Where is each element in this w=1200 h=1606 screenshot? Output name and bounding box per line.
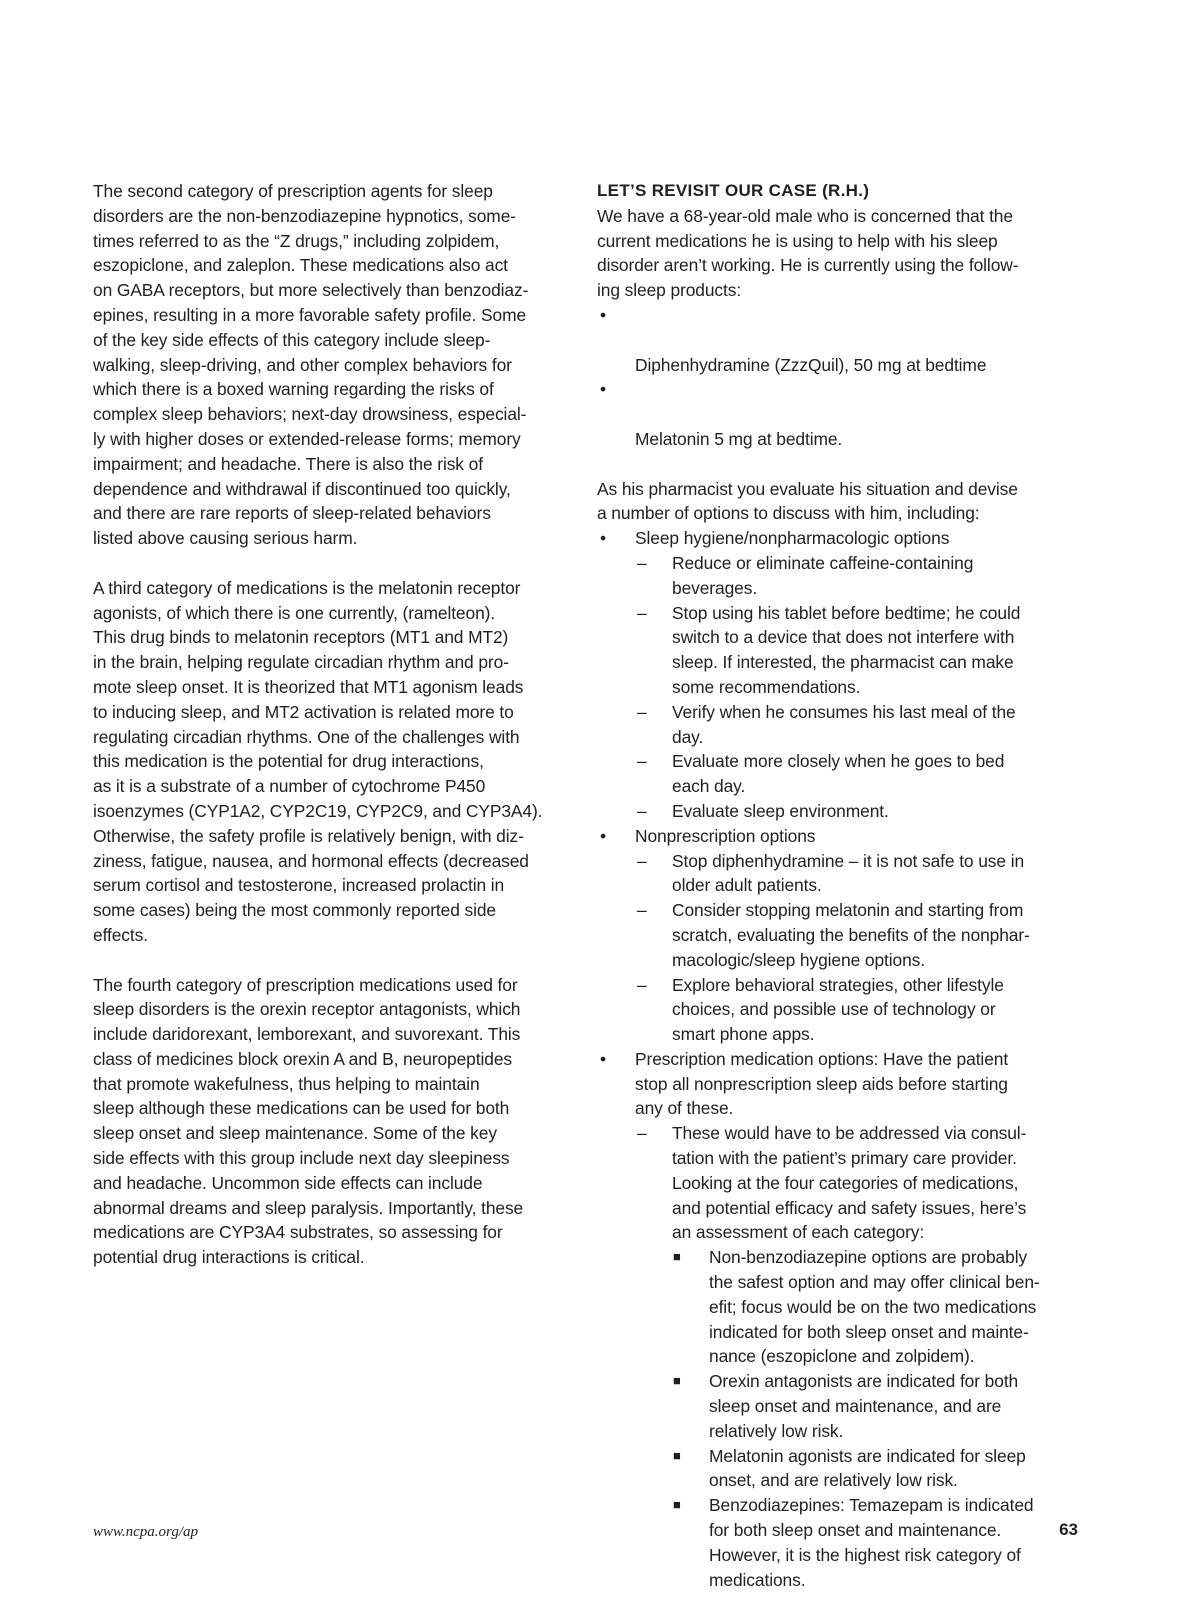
- list-item: [597, 551, 1097, 601]
- list-item: [597, 849, 1097, 899]
- list-item: [597, 1121, 1097, 1245]
- list-item-text: Stop using his tablet before bedtime; he could switch to a device that does not interfere with sleep. If interested, the pharmacist can make some recommendations.: [672, 602, 1021, 697]
- footer-url: www.ncpa.org/ap: [93, 1524, 199, 1540]
- list-item: [597, 1369, 1097, 1443]
- list-item-text: Evaluate more closely when he goes to bed each day.: [672, 751, 1005, 797]
- list-item: [597, 526, 1097, 551]
- bullet-marker: –: [637, 850, 647, 871]
- case-heading: LET’S REVISIT OUR CASE (R.H.): [597, 181, 870, 200]
- list-item-text: Diphenhydramine (ZzzQuil), 50 mg at bedtime: [635, 354, 987, 375]
- list-item: [597, 1493, 1097, 1592]
- list-item-text: Melatonin agonists are indicated for sleep onset, and are relatively low risk.: [709, 1445, 1026, 1491]
- list-item-text: Prescription medication options: Have the patient stop all nonprescription sleep aids before starting any of these.: [635, 1048, 1009, 1119]
- list-item-text: Stop diphenhydramine – it is not safe to use in older adult patients.: [672, 850, 1025, 896]
- options-intro: As his pharmacist you evaluate his situation and devise a number of options to discuss with him, including:: [597, 478, 1018, 524]
- paragraph-melatonin-agonists: A third category of medications is the melatonin receptor agonists, of which there is one currently, (ramelteon). This drug binds to melatonin receptors (MT1 and MT2) in the brain, helping regulate circadian rhythm and pro- mote sleep onset. It is theorized that MT1 agonism leads to inducing sleep, and MT2 activation is related more to regulating circadian rhythms. One of the challenges with this medication is the potential for drug interactions, as it is a substrate of a number of cytochrome P450 isoenzymes (CYP1A2, CYP2C19, CYP2C9, and CYP3A4). Otherwise, the safety profile is relatively benign, with diz- ziness, fatigue, nausea, and hormonal effects (decreased serum cortisol and testosterone, increased prolactin in some cases) being the most commonly reported side effects.: [93, 577, 543, 945]
- paragraph-orexin-antagonists: The fourth category of prescription medications used for sleep disorders is the orexin receptor antagonists, which include daridorexant, lemborexant, and suvorexant. This class of medicines block orexin A and B, neuropeptides that promote wakefulness, thus helping to maintain sleep although these medications can be used for both sleep onset and sleep maintenance. Some of the key side effects with this group include next day sleepiness and headache. Uncommon side effects can include abnormal dreams and sleep paralysis. Importantly, these medications are CYP3A4 substrates, so assessing for potential drug interactions is critical.: [93, 974, 524, 1268]
- list-item: [597, 1047, 1097, 1121]
- bullet-marker: –: [637, 800, 647, 821]
- bullet-marker: ■: [673, 1249, 681, 1265]
- list-item: [597, 601, 1097, 700]
- bullet-marker: ■: [673, 1497, 681, 1513]
- bullet-marker: •: [600, 304, 606, 325]
- list-item: [597, 799, 1097, 824]
- bullet-marker: –: [637, 900, 647, 921]
- list-item: [597, 377, 1097, 451]
- list-item-text: Verify when he consumes his last meal of the day.: [672, 701, 1016, 747]
- case-intro: We have a 68-year-old male who is concerned that the current medications he is using to help with his sleep disorder aren’t working. He is currently using the follow- ing sleep products:: [597, 205, 1019, 301]
- bullet-marker: –: [637, 751, 647, 772]
- right-column: [597, 179, 1097, 1592]
- left-column: [93, 179, 577, 1270]
- spacer: [597, 452, 1097, 477]
- bullet-marker: ■: [673, 1373, 681, 1389]
- bullet-marker: –: [637, 701, 647, 722]
- bullet-marker: –: [637, 552, 647, 573]
- bullet-marker: •: [600, 825, 606, 846]
- list-item-text: Nonprescription options: [635, 825, 816, 846]
- list-item: [597, 973, 1097, 1047]
- list-item-text: Orexin antagonists are indicated for both sleep onset and maintenance, and are relatively low risk.: [709, 1371, 1019, 1441]
- bullet-marker: •: [600, 1048, 606, 1069]
- bullet-marker: ■: [673, 1447, 681, 1463]
- list-item-text: Sleep hygiene/nonpharmacologic options: [635, 528, 950, 549]
- list-item-text: Explore behavioral strategies, other lifestyle choices, and possible use of technology or smart phone apps.: [672, 974, 1004, 1045]
- list-item-text: Melatonin 5 mg at bedtime.: [635, 428, 843, 449]
- list-item-text: Reduce or eliminate caffeine-containing beverages.: [672, 552, 974, 598]
- list-item-text: Evaluate sleep environment.: [672, 800, 889, 821]
- list-item: [597, 898, 1097, 972]
- list-item-text: These would have to be addressed via consul- tation with the patient’s primary care provider. Looking at the four categories of medications, and potential efficacy and safety issues, here’s an assessment of each category:: [672, 1123, 1027, 1243]
- bullet-marker: –: [637, 974, 647, 995]
- products-list: [597, 303, 1097, 452]
- bullet-marker: •: [600, 379, 606, 400]
- list-item: [597, 700, 1097, 750]
- list-item-text: Consider stopping melatonin and starting from scratch, evaluating the benefits of the nonphar- macologic/sleep hygiene options.: [672, 900, 1030, 970]
- page-number: 63: [1059, 1520, 1078, 1539]
- list-item-text: Non-benzodiazepine options are probably the safest option and may offer clinical ben- efit; focus would be on the two medications indicated for both sleep onset and mainte- nance (eszopiclone and zolpidem).: [709, 1247, 1040, 1367]
- paragraph-z-drugs: The second category of prescription agents for sleep disorders are the non-benzodiazepine hypnotics, some- times referred to as the “Z drugs,” including zolpidem, eszopiclone, and zaleplon. These medications also act on GABA receptors, but more selectively than benzodiaz- epines, resulting in a more favorable safety profile. Some of the key side effects of this category include sleep- walking, sleep-driving, and other complex behaviors for which there is a boxed warning regarding the risks of complex sleep behaviors; next-day drowsiness, especial- ly with higher doses or extended-release forms; memory impairment; and headache. There is also the risk of dependence and withdrawal if discontinued too quickly, and there are rare reports of sleep-related behaviors listed above causing serious harm.: [93, 181, 529, 549]
- bullet-marker: –: [637, 1123, 647, 1144]
- list-item: [597, 749, 1097, 799]
- bullet-marker: •: [600, 528, 606, 549]
- bullet-marker: –: [637, 602, 647, 623]
- list-item: [597, 1444, 1097, 1494]
- options-list: [597, 526, 1097, 1592]
- list-item: [597, 1245, 1097, 1369]
- list-item: [597, 303, 1097, 377]
- list-item: [597, 824, 1097, 849]
- list-item-text: Benzodiazepines: Temazepam is indicated for both sleep onset and maintenance. However, it is the highest risk category of medications.: [709, 1495, 1034, 1590]
